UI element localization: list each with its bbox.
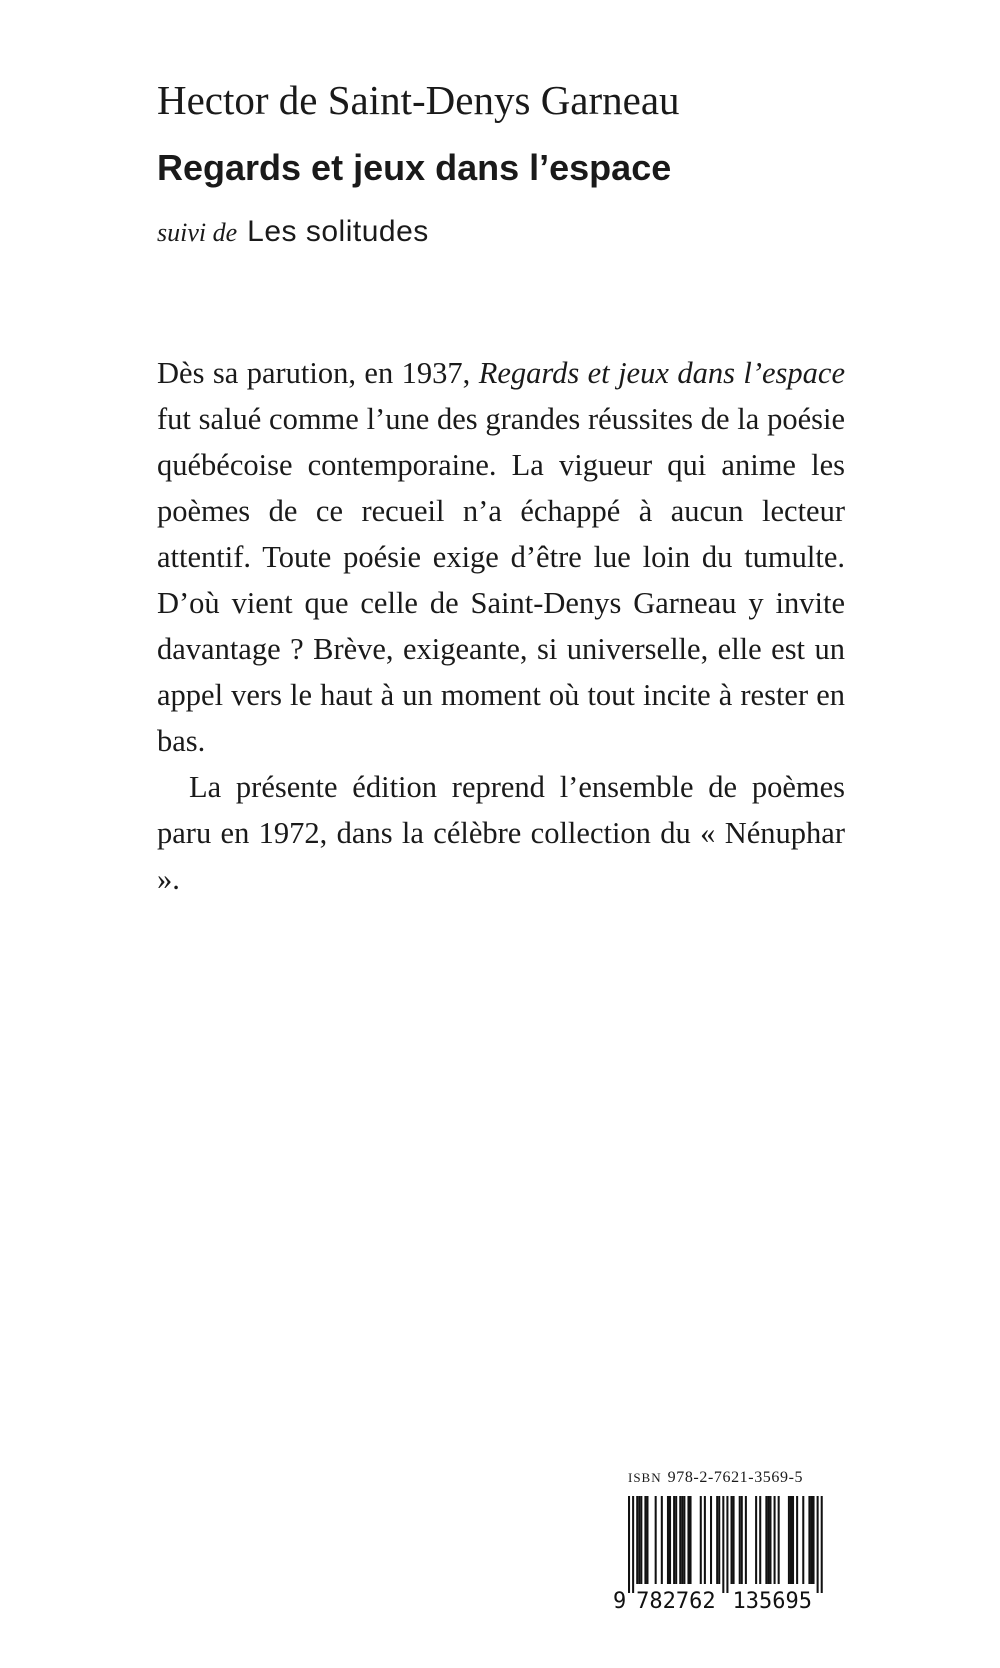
barcode-bar xyxy=(792,1496,794,1584)
barcode-bar xyxy=(810,1496,812,1584)
barcode-bar xyxy=(638,1496,640,1584)
barcode-bar xyxy=(788,1496,790,1584)
barcode-bar xyxy=(690,1496,692,1584)
isbn-label: ISBN xyxy=(628,1470,662,1485)
barcode-bar xyxy=(681,1496,683,1584)
subtitle-line xyxy=(157,210,429,259)
barcode-bar xyxy=(767,1496,769,1584)
barcode-bar xyxy=(802,1496,804,1584)
barcode-bar xyxy=(739,1496,741,1584)
barcode-bar xyxy=(679,1496,681,1584)
blurb-paragraph-1 xyxy=(157,350,845,764)
isbn-text xyxy=(628,1468,837,1488)
barcode-bar xyxy=(716,1496,718,1584)
barcode-bar xyxy=(628,1496,630,1593)
suivi-de-label: suivi de xyxy=(157,218,238,247)
barcode-bar xyxy=(673,1496,675,1584)
barcode-bar xyxy=(755,1496,757,1584)
blurb-p1-title: Regards et jeux dans l’espace xyxy=(478,356,845,390)
isbn-number: 978-2-7621-3569-5 xyxy=(667,1469,804,1486)
barcode-bar xyxy=(687,1496,689,1584)
author-name: Hector de Saint-Denys Garneau xyxy=(157,77,680,123)
barcode-bar xyxy=(817,1496,819,1593)
barcode-bar xyxy=(655,1496,657,1584)
barcode-bar xyxy=(700,1496,702,1584)
barcode-bar xyxy=(741,1496,743,1584)
blurb-paragraph-2: La présente édition reprend l’ensemble de poèmes paru en 1972, dans la célèbre collection du « Nénuphar ». xyxy=(157,770,845,896)
barcode-bar xyxy=(790,1496,792,1584)
barcode-bar xyxy=(726,1496,728,1593)
barcode-bar xyxy=(710,1496,712,1584)
barcode-bar xyxy=(644,1496,646,1584)
barcode-bar xyxy=(722,1496,724,1593)
isbn-barcode-block xyxy=(612,1468,837,1611)
barcode-bar xyxy=(675,1496,677,1584)
barcode-digits-left: 782762 xyxy=(636,1589,716,1611)
barcode-bar xyxy=(718,1496,720,1584)
barcode-bar xyxy=(733,1496,735,1584)
barcode-bar xyxy=(683,1496,685,1584)
barcode-digits-right: 135695 xyxy=(732,1589,812,1611)
barcode-bar xyxy=(769,1496,771,1584)
barcode-bar xyxy=(808,1496,810,1584)
blurb xyxy=(157,350,845,902)
barcode-bar xyxy=(667,1496,669,1584)
barcode-bar xyxy=(704,1496,706,1584)
barcode-image xyxy=(612,1496,837,1611)
book-title: Regards et jeux dans l’espace xyxy=(157,147,672,188)
barcode-bar xyxy=(759,1496,761,1584)
barcode-bar xyxy=(632,1496,634,1593)
barcode-bar xyxy=(745,1496,747,1584)
barcode-bar xyxy=(765,1496,767,1584)
barcode-digit-first: 9 xyxy=(613,1589,627,1611)
barcode-bar xyxy=(669,1496,671,1584)
barcode-bar xyxy=(636,1496,638,1584)
barcode-bar xyxy=(796,1496,798,1584)
barcode-bar xyxy=(731,1496,733,1584)
barcode-bar xyxy=(778,1496,780,1584)
barcode-bar xyxy=(646,1496,648,1584)
barcode-bar xyxy=(774,1496,776,1584)
blurb-p1-start: Dès sa parution, en 1937, xyxy=(157,356,479,390)
barcode-bar xyxy=(821,1496,823,1593)
blurb-p1-end: fut salué comme l’une des grandes réussites de la poésie québécoise contemporaine. La vigueur qui anime les poèmes de ce recueil n’a échappé à aucun lecteur attentif. Toute poésie exige d’être lue loin du tumulte. D’où vient que celle de Saint-Denys Garneau y invite davantage ? Brève, exigeante, si universelle, elle est un appel vers le haut à un moment où tout incite à rester en bas. xyxy=(157,402,845,758)
companion-title: Les solitudes xyxy=(247,215,429,248)
barcode-bar xyxy=(813,1496,815,1584)
barcode-bar xyxy=(640,1496,642,1584)
barcode-bar xyxy=(661,1496,663,1584)
